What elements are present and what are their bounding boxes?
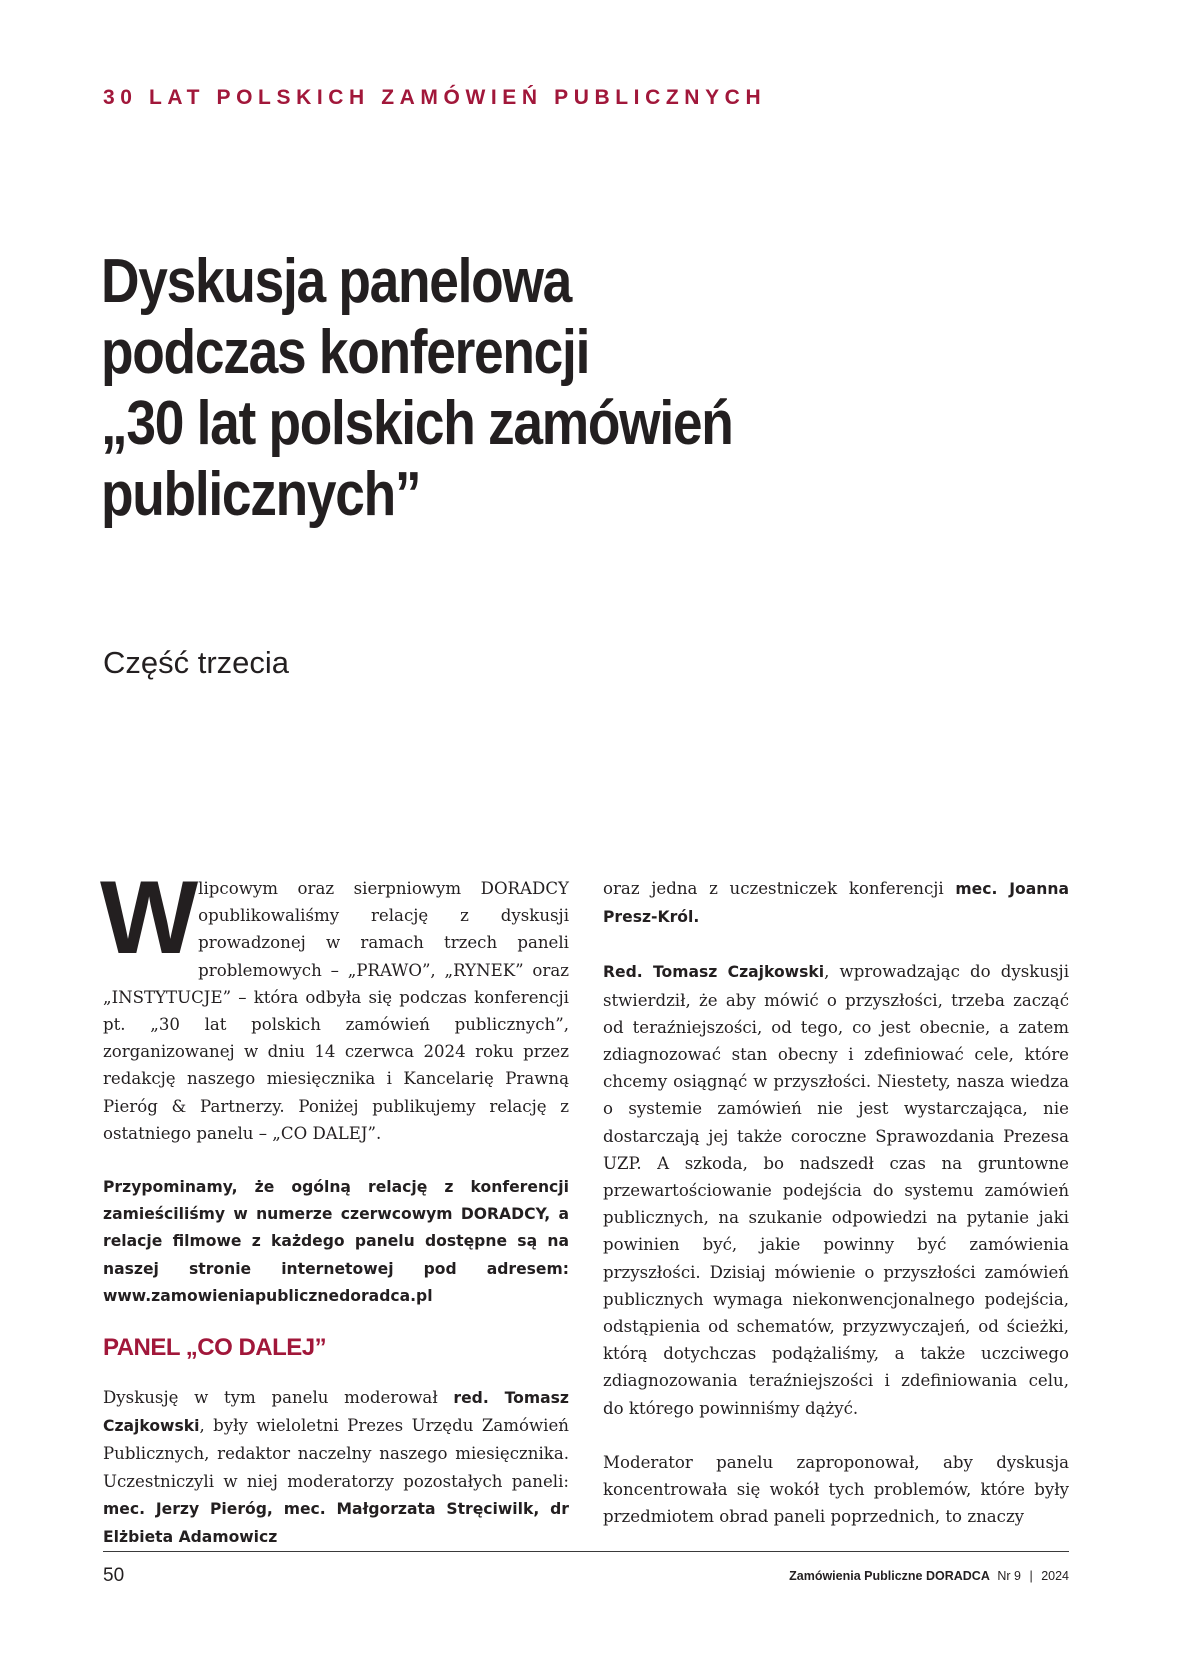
text-run: , wprowadzając do dyskusji stwierdził, że aby mówić o przyszłości, trzeba zacząć od teraźniejszości, od tego, co jest obecnie, a zatem zdiagnozować stan obecny i zdefiniować cele, które chcemy osiągnąć w przyszłości. Niestety, nasza wiedza o systemie zamówień nie jest wystarczająca, nie dostarczają jej także coroczne Sprawozdania Prezesa UZP. A szkoda, bo nadszedł czas na gruntowne przewartościowanie podejścia do systemu zamówień publicznych, na szukanie odpowiedzi na pytanie jaki powinien być, jakie powinny być zamówienia przyszłości. Dzisiaj mówienie o przyszłości zamówień publicznych wymaga niekonwencjonalnego podejścia, odstąpienia od schematów, przyzwyczajeń, od ścieżki, którą dotychczas podążaliśmy, a także uczciwego zdiagnozowania teraźniejszości i zdefiniowania celu, do którego powinniśmy dążyć. xyxy=(603,962,1070,1418)
page-number: 50 xyxy=(103,1565,125,1586)
section-heading: PANEL „CO DALEJ” xyxy=(103,1334,327,1362)
issue-year: 2024 xyxy=(1041,1569,1069,1583)
issue-number: Nr 9 xyxy=(997,1569,1021,1583)
title-line: publicznych” xyxy=(101,460,421,529)
title-line: podczas konferencji xyxy=(101,318,590,387)
reminder-paragraph: Przypominamy, że ogólną relację z konferencji zamieściliśmy w numerze czerwcowym DORADCY, a relacje filmowe z każdego panelu dostępne są na naszej stronie internetowej pod adresem: www.zamowieniapublicznedoradca.pl xyxy=(103,1178,569,1305)
footer-separator: | xyxy=(1029,1569,1033,1583)
person-name: red. Tomasz Czajkowski xyxy=(103,1389,569,1436)
title-line: „30 lat polskich zamówień xyxy=(101,389,733,458)
article-subtitle: Część trzecia xyxy=(103,645,290,680)
person-names: mec. Jerzy Pieróg, mec. Małgorzata Stręciwilk, dr Elżbieta Adamowicz xyxy=(103,1499,569,1547)
proposal-paragraph: Moderator panelu zaproponował, aby dyskusja koncentrowała się wokół tych problemów, które były przedmiotem obrad paneli poprzednich, to znaczy xyxy=(603,1452,1069,1527)
moderator-paragraph xyxy=(603,958,1069,1421)
text-run: , były wieloletni Prezes Urzędu Zamówień Publicznych, redaktor naczelny naszego miesięcznika. Uczestniczyli w niej moderatorzy pozostałych paneli: xyxy=(103,1416,569,1491)
footer-publication-info xyxy=(789,1569,1069,1583)
drop-cap: W xyxy=(100,860,193,976)
section-kicker: 30 LAT POLSKICH ZAMÓWIEŃ PUBLICZNYCH xyxy=(103,86,767,109)
person-name: Red. Tomasz Czajkowski xyxy=(603,963,825,982)
footer-divider xyxy=(103,1551,1069,1552)
column-left xyxy=(100,860,569,1551)
title-line: Dyskusja panelowa xyxy=(101,247,572,316)
person-name: mec. Joanna Presz-Król. xyxy=(603,880,1069,927)
text-run: Dyskusję w tym panelu moderował xyxy=(103,1388,454,1408)
column-right xyxy=(603,875,1069,1530)
panel-paragraph-continued xyxy=(603,875,1069,931)
intro-text: lipcowym oraz sierpniowym DORADCY opublikowaliśmy relację z dyskusji prowadzonej w ramach trzech paneli problemowych – „PRAWO”, „RYNEK” oraz „INSTYTUCJE” – która odbyła się podczas konferencji pt. „30 lat polskich zamówień publicznych”, zorganizowanej w dniu 14 czerwca 2024 roku przez redakcję naszego miesięcznika i Kancelarię Prawną Pieróg & Partnerzy. Poniżej publikujemy relację z ostatniego panelu – „CO DALEJ”. xyxy=(103,879,569,1143)
article-title xyxy=(101,246,961,530)
intro-paragraph xyxy=(100,860,569,1147)
publication-name: Zamówienia Publiczne DORADCA xyxy=(789,1569,990,1583)
text-run: oraz jedna z uczestniczek konferencji xyxy=(603,879,956,898)
panel-paragraph xyxy=(103,1384,569,1551)
